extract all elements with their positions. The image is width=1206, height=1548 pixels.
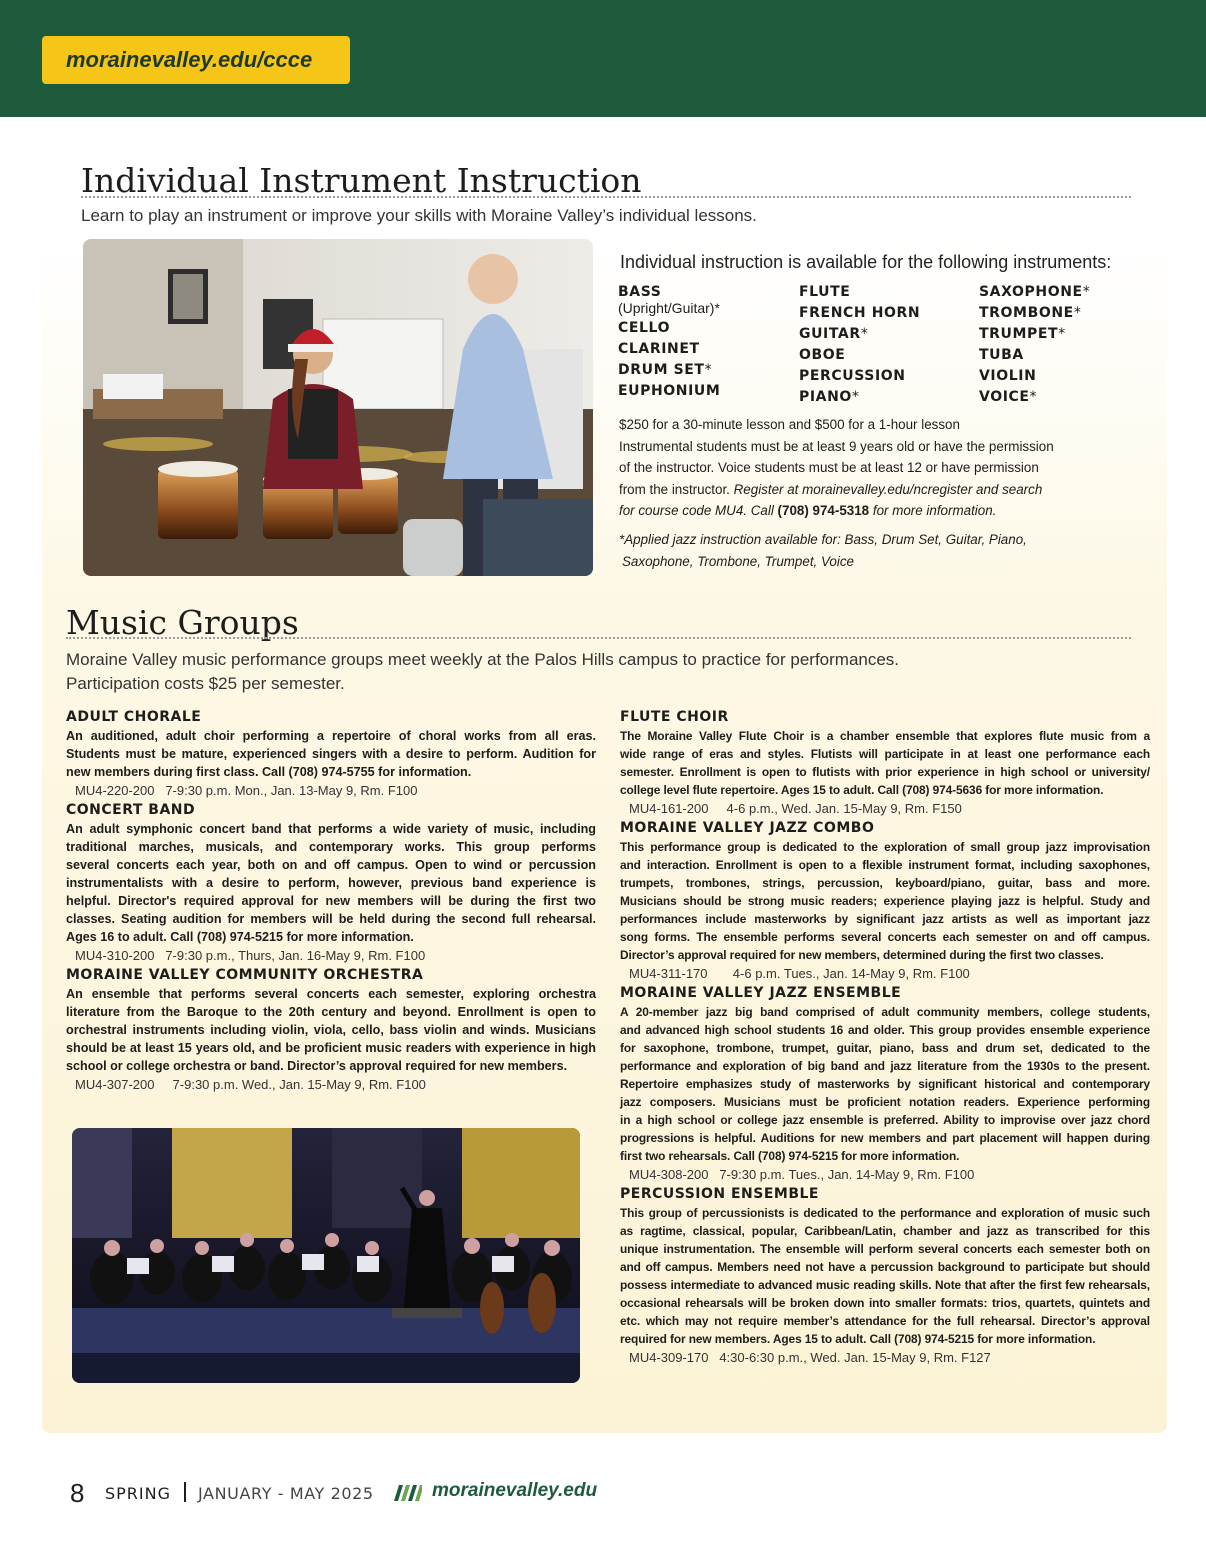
music-group-heading: PERCUSSION ENSEMBLE (620, 1186, 819, 1202)
music-group-description-line: Director’s approval required for new members, determined during the first two classes. (620, 948, 1104, 962)
music-group-description-line: performances include masterworks by significant jazz artists as well as important jazz (620, 912, 1150, 926)
music-group-description-line: school or college orchestra or band. Director’s approval required for new members. (66, 1059, 568, 1073)
jazz-note-line: Saxophone, Trombone, Trumpet, Voice (622, 553, 854, 569)
music-group-description (620, 1003, 1150, 1165)
music-group-description-line: college level flute repertoire. Ages 15 to adult. Call (708) 974-5636 for more information. (620, 783, 1104, 797)
instrument-list-col3 (979, 282, 1090, 408)
music-groups-subtitle (66, 648, 899, 696)
music-group-description-line: semester. Enrollment is open to flutists with prior experience in high school or university/ (620, 765, 1150, 779)
instrument-list-col1 (618, 282, 720, 402)
music-group-description-line: performance and exploration of big band and jazz literature from the 1930s to the present. (620, 1059, 1150, 1073)
music-groups-title: Music Groups (66, 603, 299, 642)
music-group-description-line: The Moraine Valley Flute Choir is a chamber ensemble that explores flute music from a (620, 729, 1150, 743)
music-group-description-line: helpful. Director's required approval for new members will be during the first two (66, 894, 596, 908)
music-group-description-line: orchestral instruments including violin, viola, cello, bass violin and winds. Musicians (66, 1023, 596, 1037)
music-groups-subtitle-line: Participation costs $25 per semester. (66, 674, 345, 693)
course-code: MU4-161-200 4-6 p.m., Wed. Jan. 15-May 9, Rm. F150 (629, 801, 962, 816)
course-code: MU4-220-200 7-9:30 p.m. Mon., Jan. 13-May 9, Rm. F100 (75, 783, 418, 798)
footer-url[interactable]: morainevalley.edu (432, 1480, 598, 1501)
music-group-description-line: This performance group is dedicated to the exploration of small group jazz improvisation (620, 840, 1150, 854)
music-group-description-line: in a high school or college jazz ensemble is preferred. Ability to improvise over jazz chord (620, 1113, 1150, 1127)
instrument-item: DRUM SET* (618, 362, 713, 378)
music-group-description (620, 1204, 1150, 1348)
instrument-item: TROMBONE* (979, 305, 1082, 321)
music-group-description-line: wide range of eras and styles. Flutists will participate in at least one performance each (620, 747, 1150, 761)
music-group-heading: FLUTE CHOIR (620, 709, 729, 725)
footer-season: SPRING (105, 1484, 172, 1503)
course-code: MU4-309-170 4:30-6:30 p.m., Wed. Jan. 15-May 9, Rm. F127 (629, 1350, 991, 1365)
music-group-description-line: etc. which may not require member’s attendance for the full rehearsal. Director’s approval (620, 1314, 1150, 1328)
course-code: MU4-308-200 7-9:30 p.m. Tues., Jan. 14-May 9, Rm. F100 (629, 1167, 975, 1182)
music-group-description-line: traditional marches, musicals, and contemporary works. This group performs (66, 840, 596, 854)
age-requirement-line: from the instructor. Register at morainevalley.edu/ncregister and search (619, 481, 1043, 497)
music-group-description-line: jazz composers. Musicians must be proficient notation readers. Experience performing (620, 1095, 1150, 1109)
instrument-item: EUPHONIUM (618, 383, 721, 399)
music-group-description-line: for saxophone, trombone, trumpet, guitar, piano, bass and drum set, dedicated to the (620, 1041, 1150, 1055)
music-group-description-line: and advanced high school students 16 and older. This group provides ensemble experience (620, 1023, 1150, 1037)
music-group-description-line: unique instrumentation. The ensemble will perform several concerts each semester both on (620, 1242, 1150, 1256)
music-group-description-line: and interaction. Enrollment is open to a flexible instrument format, including saxophones, (620, 858, 1150, 872)
course-code: MU4-311-170 4-6 p.m. Tues., Jan. 14-May 9, Rm. F100 (629, 966, 970, 981)
instrument-item-note: (Upright/Guitar)* (618, 300, 720, 316)
footer-months: JANUARY - MAY 2025 (198, 1484, 374, 1503)
instrument-item: TUBA (979, 347, 1024, 363)
instrument-item: VOICE* (979, 389, 1038, 405)
music-group-description-line: several concerts each year, both on and off campus. Open to wind or percussion (66, 858, 596, 872)
music-group-description-line: as ragtime, classical, popular, Caribbean/Latin, chamber and jazz as transcribed for this (620, 1224, 1150, 1238)
instruction-title: Individual Instrument Instruction (81, 161, 642, 200)
instrument-item: CELLO (618, 320, 671, 336)
music-group-description (620, 727, 1150, 799)
instrument-item: FLUTE (799, 284, 851, 300)
music-group-heading: CONCERT BAND (66, 802, 196, 818)
music-group-description-line: instrumentalists with a desire to perform, however, previous band experience is (66, 876, 596, 890)
music-group-description-line: An auditioned, adult choir performing a repertoire of choral works from all eras. (66, 729, 596, 743)
instrument-item: VIOLIN (979, 368, 1037, 384)
age-requirement-line: of the instructor. Voice students must be at least 12 or have permission (619, 460, 1039, 476)
music-groups-left-column (66, 708, 596, 1095)
music-groups-right-column (620, 708, 1150, 1368)
page-number: 8 (70, 1478, 85, 1508)
music-group-description-line: occasional rehearsals will be broken down into smaller formats: trios, quartets, quintets and (620, 1296, 1150, 1310)
url-badge[interactable]: morainevalley.edu/ccce (42, 36, 350, 84)
pricing-text: $250 for a 30-minute lesson and $500 for a 1-hour lesson (619, 417, 960, 432)
course-code: MU4-310-200 7-9:30 p.m., Thurs, Jan. 16-May 9, Rm. F100 (75, 948, 426, 963)
instrument-list-col2 (799, 282, 920, 408)
music-group-description-line: required for new members. Ages 15 to adult. Call (708) 974-5215 for more information. (620, 1332, 1096, 1346)
instrument-item: BASS (618, 284, 662, 300)
music-group-heading: MORAINE VALLEY COMMUNITY ORCHESTRA (66, 967, 424, 983)
music-group-description (620, 838, 1150, 964)
instrument-item: SAXOPHONE* (979, 284, 1091, 300)
instrument-item: CLARINET (618, 341, 700, 357)
instrument-item: TRUMPET* (979, 326, 1066, 342)
music-group-description-line: and off campus. Members need not have a percussion background to participate but should (620, 1260, 1150, 1274)
phone-number[interactable]: (708) 974-5318 (777, 503, 870, 519)
instrument-item: GUITAR* (799, 326, 869, 342)
header-band (0, 0, 1206, 117)
moraine-valley-logo-icon (394, 1485, 422, 1501)
music-group-description-line: An adult symphonic concert band that performs a wide variety of music, including (66, 822, 596, 836)
jazz-note (619, 529, 1027, 572)
music-group-description (66, 820, 596, 946)
music-group-description-line: classes. Seating audition for members will be held during the second full rehearsal. (66, 912, 596, 926)
instrument-item: OBOE (799, 347, 846, 363)
music-group-description-line: should be at least 15 years old, and be proficient music readers with experience in high (66, 1041, 596, 1055)
instrument-item: PERCUSSION (799, 368, 906, 384)
instruction-info (619, 414, 1099, 522)
instruction-title-rule (81, 196, 1131, 198)
drum-lesson-photo (83, 239, 593, 576)
instruction-subtitle: Learn to play an instrument or improve your skills with Moraine Valley’s individual lessons. (81, 206, 757, 225)
music-group-description-line: Students must be mature, experienced singers with a desire to perform. Audition for (66, 747, 596, 761)
music-group-description-line: An ensemble that performs several concerts each semester, exploring orchestra (66, 987, 596, 1001)
jazz-note-line: *Applied jazz instruction available for: Bass, Drum Set, Guitar, Piano, (619, 532, 1027, 547)
music-group-description-line: first two rehearsals. Call (708) 974-5215 for more information. (620, 1149, 960, 1163)
orchestra-concert-photo (72, 1128, 580, 1383)
music-group-description-line: trumpets, trombones, strings, percussion, keyboard/piano, guitar, bass and more. (620, 876, 1150, 890)
instrument-item: PIANO* (799, 389, 860, 405)
music-groups-title-rule (66, 637, 1131, 639)
music-group-description-line: literature from the Baroque to the 20th century and beyond. Enrollment is open to (66, 1005, 596, 1019)
music-group-description (66, 727, 596, 781)
instrument-item: FRENCH HORN (799, 305, 921, 321)
age-requirement-line: Instrumental students must be at least 9 years old or have the permission (619, 438, 1054, 454)
music-group-description-line: Ages 16 to adult. Call (708) 974-5215 for more information. (66, 930, 414, 944)
music-groups-subtitle-line: Moraine Valley music performance groups meet weekly at the Palos Hills campus to practice for performances. (66, 650, 900, 669)
music-group-description-line: progressions is helpful. Auditions for new members and part placement will happen during (620, 1131, 1150, 1145)
music-group-heading: ADULT CHORALE (66, 709, 202, 725)
music-group-heading: MORAINE VALLEY JAZZ ENSEMBLE (620, 985, 902, 1001)
music-group-description-line: song forms. The ensemble performs several concerts each semester on and off campus. (620, 930, 1150, 944)
available-instruments-title: Individual instruction is available for the following instruments: (620, 252, 1112, 272)
music-group-description-line: A 20-member jazz big band comprised of adult community members, college students, (620, 1005, 1150, 1019)
music-group-description-line: possess intermediate to advanced music reading skills. Note that after the first few rehearsals, (620, 1278, 1150, 1292)
music-group-description-line: Repertoire emphasizes study of masterworks by significant historical and contemporary (620, 1077, 1150, 1091)
music-group-description-line: new members during first class. Call (708) 974-5755 for information. (66, 765, 472, 779)
register-line: for course code MU4. Call (708) 974-5318 for more information. (619, 503, 997, 519)
music-group-description-line: Musicians should be strong music readers; experience playing jazz is helpful. Study and (620, 894, 1150, 908)
footer-divider (184, 1482, 186, 1502)
course-code: MU4-307-200 7-9:30 p.m. Wed., Jan. 15-May 9, Rm. F100 (75, 1077, 426, 1092)
music-group-heading: MORAINE VALLEY JAZZ COMBO (620, 820, 875, 836)
music-group-description-line: This group of percussionists is dedicated to the performance and exploration of music such (620, 1206, 1150, 1220)
music-group-description (66, 985, 596, 1075)
register-text: Register at morainevalley.edu/ncregister and search (733, 481, 1043, 497)
